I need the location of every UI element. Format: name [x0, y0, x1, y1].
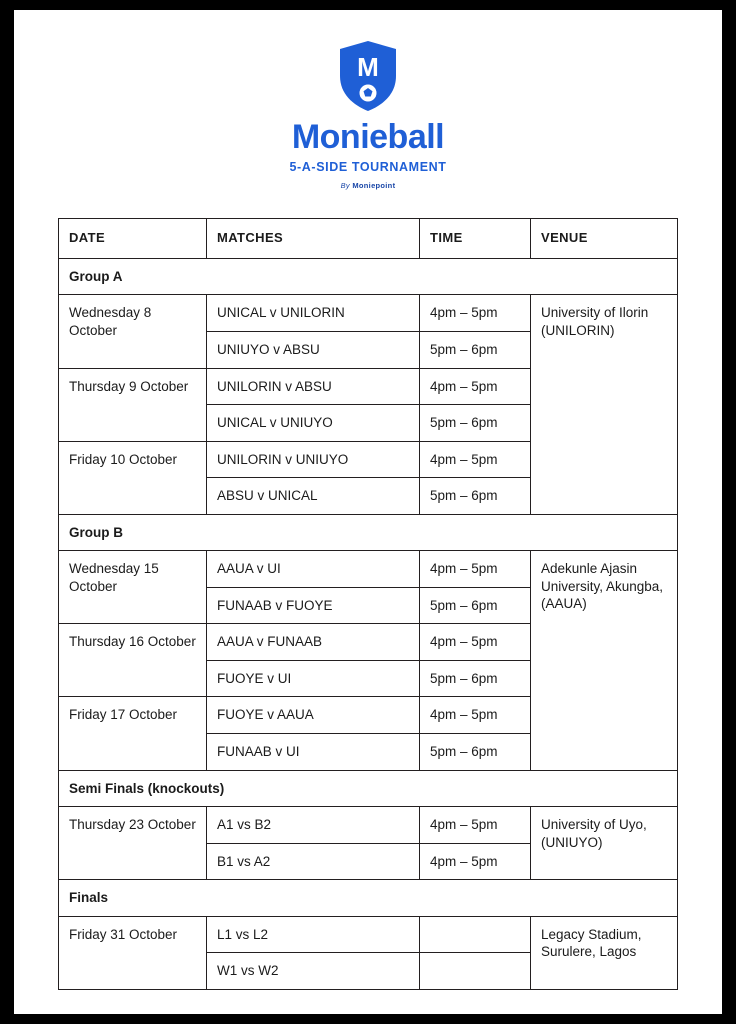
byline-prefix: By: [340, 181, 350, 190]
cell-time: 4pm – 5pm: [420, 624, 531, 661]
cell-time: 4pm – 5pm: [420, 551, 531, 588]
group-heading: Finals: [59, 880, 678, 917]
cell-time: 5pm – 6pm: [420, 331, 531, 368]
cell-time: 4pm – 5pm: [420, 295, 531, 332]
cell-time: 4pm – 5pm: [420, 441, 531, 478]
column-header-matches: MATCHES: [207, 219, 420, 259]
cell-time: 5pm – 6pm: [420, 587, 531, 624]
cell-date: Friday 17 October: [59, 697, 207, 770]
cell-date: Friday 10 October: [59, 441, 207, 514]
cell-date: Thursday 23 October: [59, 807, 207, 880]
svg-text:M: M: [357, 52, 379, 82]
cell-venue: Legacy Stadium, Surulere, Lagos: [531, 916, 678, 989]
group-heading-row: [59, 770, 678, 807]
column-header-time: TIME: [420, 219, 531, 259]
cell-match: A1 vs B2: [207, 807, 420, 844]
cell-date: Friday 31 October: [59, 916, 207, 989]
group-heading-row: [59, 258, 678, 295]
cell-match: FUNAAB v UI: [207, 734, 420, 771]
column-header-date: DATE: [59, 219, 207, 259]
document-page: [14, 10, 722, 1014]
cell-time: 4pm – 5pm: [420, 807, 531, 844]
cell-match: UNILORIN v UNIUYO: [207, 441, 420, 478]
group-heading-row: [59, 880, 678, 917]
group-heading: Semi Finals (knockouts): [59, 770, 678, 807]
group-heading: Group A: [59, 258, 678, 295]
brand-byline: [14, 181, 722, 190]
cell-time: 4pm – 5pm: [420, 368, 531, 405]
table-row: [59, 295, 678, 332]
table-row: [59, 916, 678, 953]
cell-match: UNICAL v UNILORIN: [207, 295, 420, 332]
cell-match: FUNAAB v FUOYE: [207, 587, 420, 624]
table-row: [59, 551, 678, 588]
cell-date: Thursday 9 October: [59, 368, 207, 441]
cell-time: 5pm – 6pm: [420, 660, 531, 697]
cell-match: UNILORIN v ABSU: [207, 368, 420, 405]
table-row: [59, 807, 678, 844]
cell-match: B1 vs A2: [207, 843, 420, 880]
cell-match: UNICAL v UNIUYO: [207, 405, 420, 442]
brand-tagline: 5-A-SIDE TOURNAMENT: [289, 160, 447, 174]
cell-date: Thursday 16 October: [59, 624, 207, 697]
group-heading: Group B: [59, 514, 678, 551]
cell-match: FUOYE v AAUA: [207, 697, 420, 734]
schedule-table: [58, 218, 678, 990]
cell-match: AAUA v FUNAAB: [207, 624, 420, 661]
byline-brand: Moniepoint: [352, 181, 396, 190]
cell-venue: University of Ilorin (UNILORIN): [531, 295, 678, 514]
group-heading-row: [59, 514, 678, 551]
table-header-row: [59, 219, 678, 259]
cell-match: ABSU v UNICAL: [207, 478, 420, 515]
cell-date: Wednesday 15 October: [59, 551, 207, 624]
cell-time: [420, 953, 531, 990]
cell-venue: Adekunle Ajasin University, Akungba, (AAUA): [531, 551, 678, 770]
cell-venue: University of Uyo, (UNIUYO): [531, 807, 678, 880]
logo-block: [14, 10, 722, 190]
column-header-venue: VENUE: [531, 219, 678, 259]
cell-match: AAUA v UI: [207, 551, 420, 588]
cell-match: UNIUYO v ABSU: [207, 331, 420, 368]
cell-date: Wednesday 8 October: [59, 295, 207, 368]
cell-time: 5pm – 6pm: [420, 478, 531, 515]
cell-time: 4pm – 5pm: [420, 843, 531, 880]
cell-time: 4pm – 5pm: [420, 697, 531, 734]
brand-name: Monieball: [291, 118, 445, 156]
cell-time: [420, 916, 531, 953]
cell-time: 5pm – 6pm: [420, 734, 531, 771]
cell-time: 5pm – 6pm: [420, 405, 531, 442]
cell-match: FUOYE v UI: [207, 660, 420, 697]
shield-logo-icon: [337, 40, 399, 112]
cell-match: W1 vs W2: [207, 953, 420, 990]
cell-match: L1 vs L2: [207, 916, 420, 953]
